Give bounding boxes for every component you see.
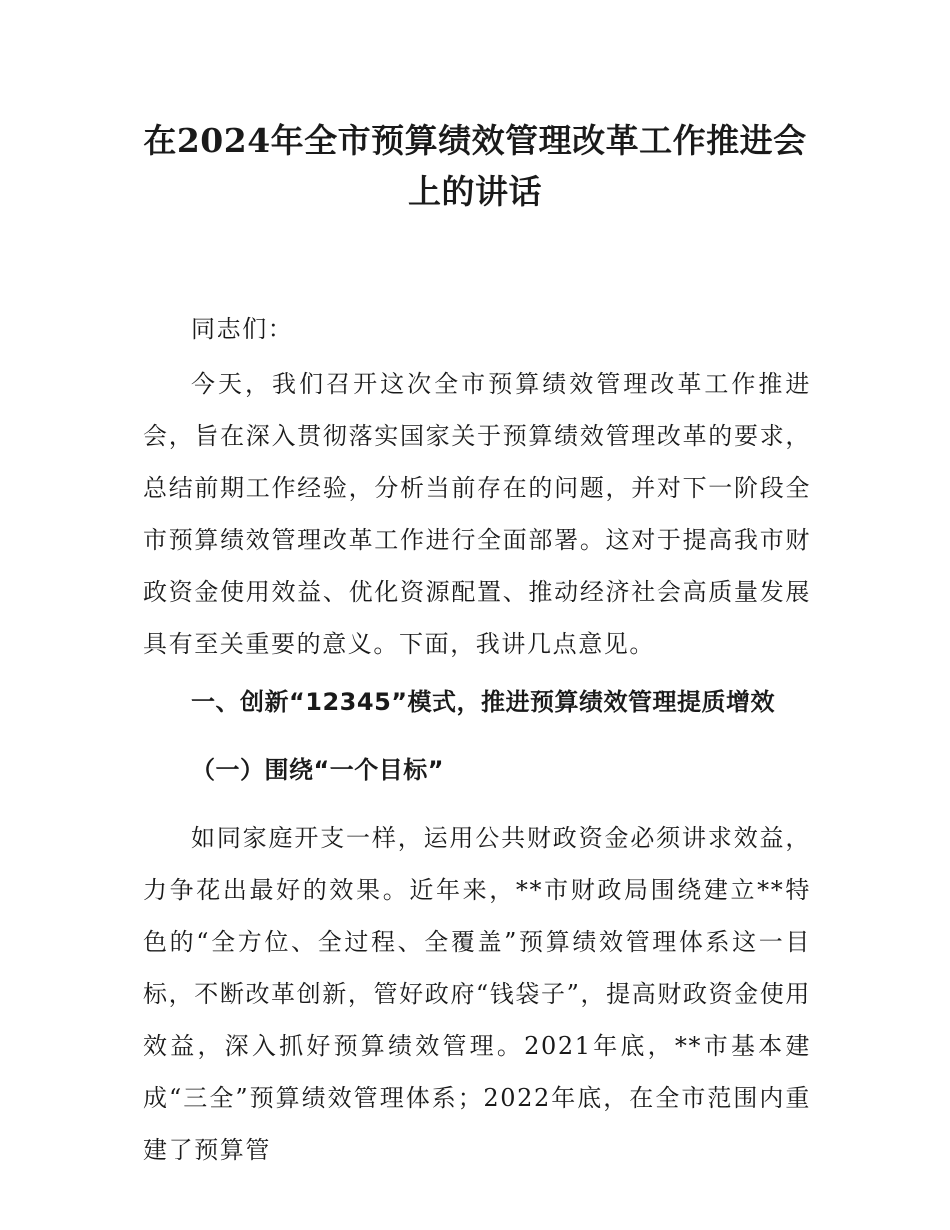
opening-paragraph: 今天，我们召开这次全市预算绩效管理改革工作推进会，旨在深入贯彻落实国家关于预算绩效管理改革的要求，总结前期工作经验，分析当前存在的问题，并对下一阶段全市预算绩效管理改革工作进行全面部署。这对于提高我市财政资金使用效益、优化资源配置、推动经济社会高质量发展具有至关重要的意义。下面，我讲几点意见。 <box>143 370 811 658</box>
title-line-2: 上的讲话 <box>408 172 542 211</box>
subsection-heading-1: （一）围绕“一个目标” <box>191 756 445 784</box>
salutation: 同志们： <box>191 315 294 343</box>
section-heading-1: 一、创新“12345”模式，推进预算绩效管理提质增效 <box>191 688 776 716</box>
body-paragraph: 如同家庭开支一样，运用公共财政资金必须讲求效益，力争花出最好的效果。近年来，**市财政局围绕建立**特色的“全方位、全过程、全覆盖”预算绩效管理体系这一目标，不断改革创新，管好政府“钱袋子”，提高财政资金使用效益，深入抓好预算绩效管理。2021年底，**市基本建成“三全”预算绩效管理体系；2022年底，在全市范围内重建了预算管 <box>143 824 811 1164</box>
title-line-1: 在2024年全市预算绩效管理改革工作推进会 <box>143 121 807 160</box>
document-title <box>60 115 890 217</box>
